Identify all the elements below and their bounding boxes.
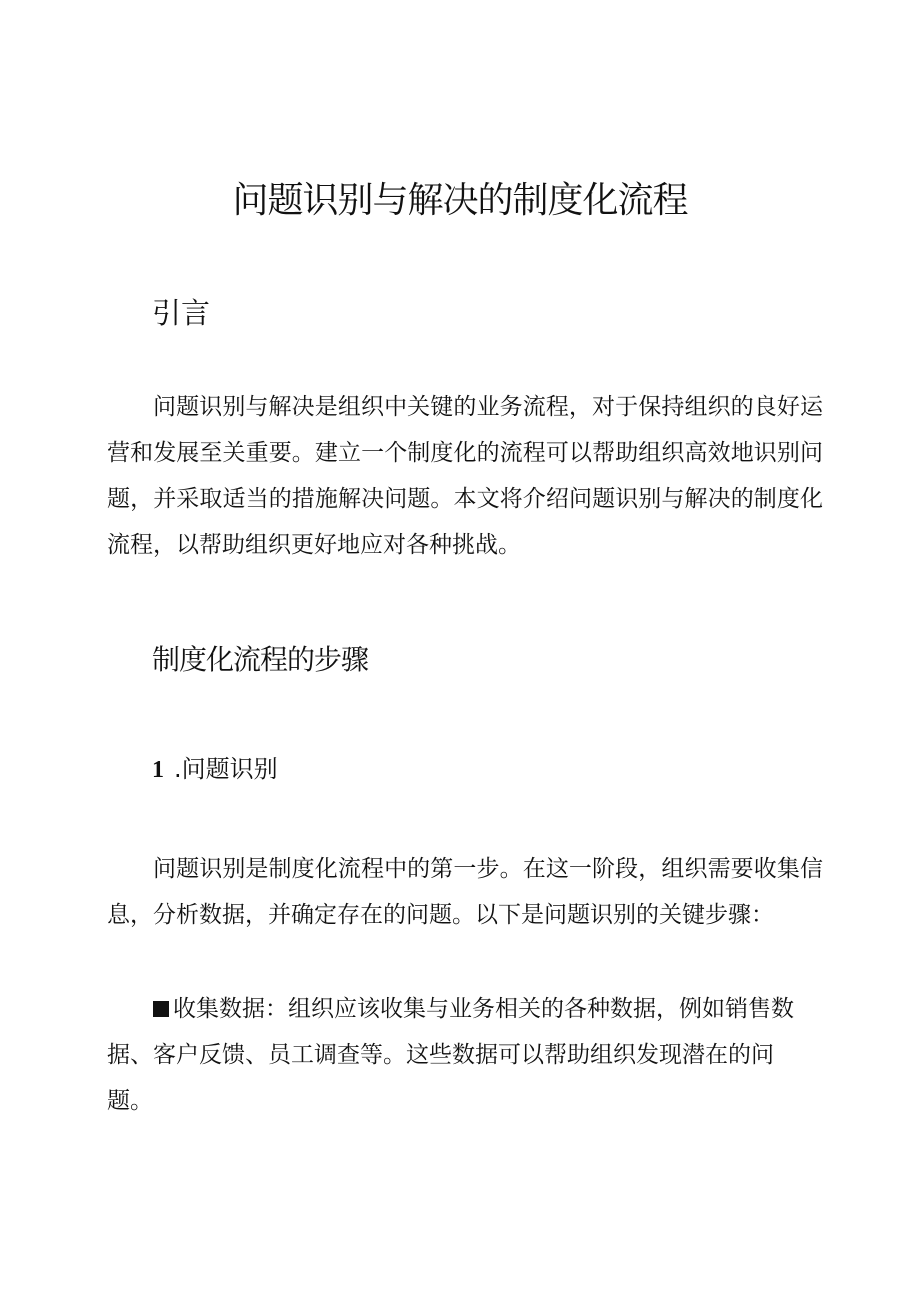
black-square-bullet-icon: [153, 1001, 169, 1017]
bullet-item: [107, 986, 803, 1124]
step1-number: 1: [152, 757, 164, 783]
document-title: 问题识别与解决的制度化流程: [232, 180, 688, 221]
step1-heading-text: .问题识别: [174, 755, 278, 783]
intro-paragraph: 问题识别与解决是组织中关键的业务流程，对于保持组织的良好运营和发展至关重要。建立一个制度化的流程可以帮助组织高效地识别问题，并采取适当的措施解决问题。本文将介绍问题识别与解决的制度化流程，以帮助组织更好地应对各种挑战。: [107, 394, 823, 558]
step1-heading: [152, 752, 278, 787]
step1-paragraph: 问题识别是制度化流程中的第一步。在这一阶段，组织需要收集信息，分析数据，并确定存在的问题。以下是问题识别的关键步骤：: [107, 856, 823, 928]
steps-heading: 制度化流程的步骤: [152, 643, 369, 676]
bullet-text: 收集数据：组织应该收集与业务相关的各种数据，例如销售数据、客户反馈、员工调查等。这些数据可以帮助组织发现潜在的问题。: [107, 996, 794, 1114]
intro-heading: 引言: [152, 296, 211, 330]
